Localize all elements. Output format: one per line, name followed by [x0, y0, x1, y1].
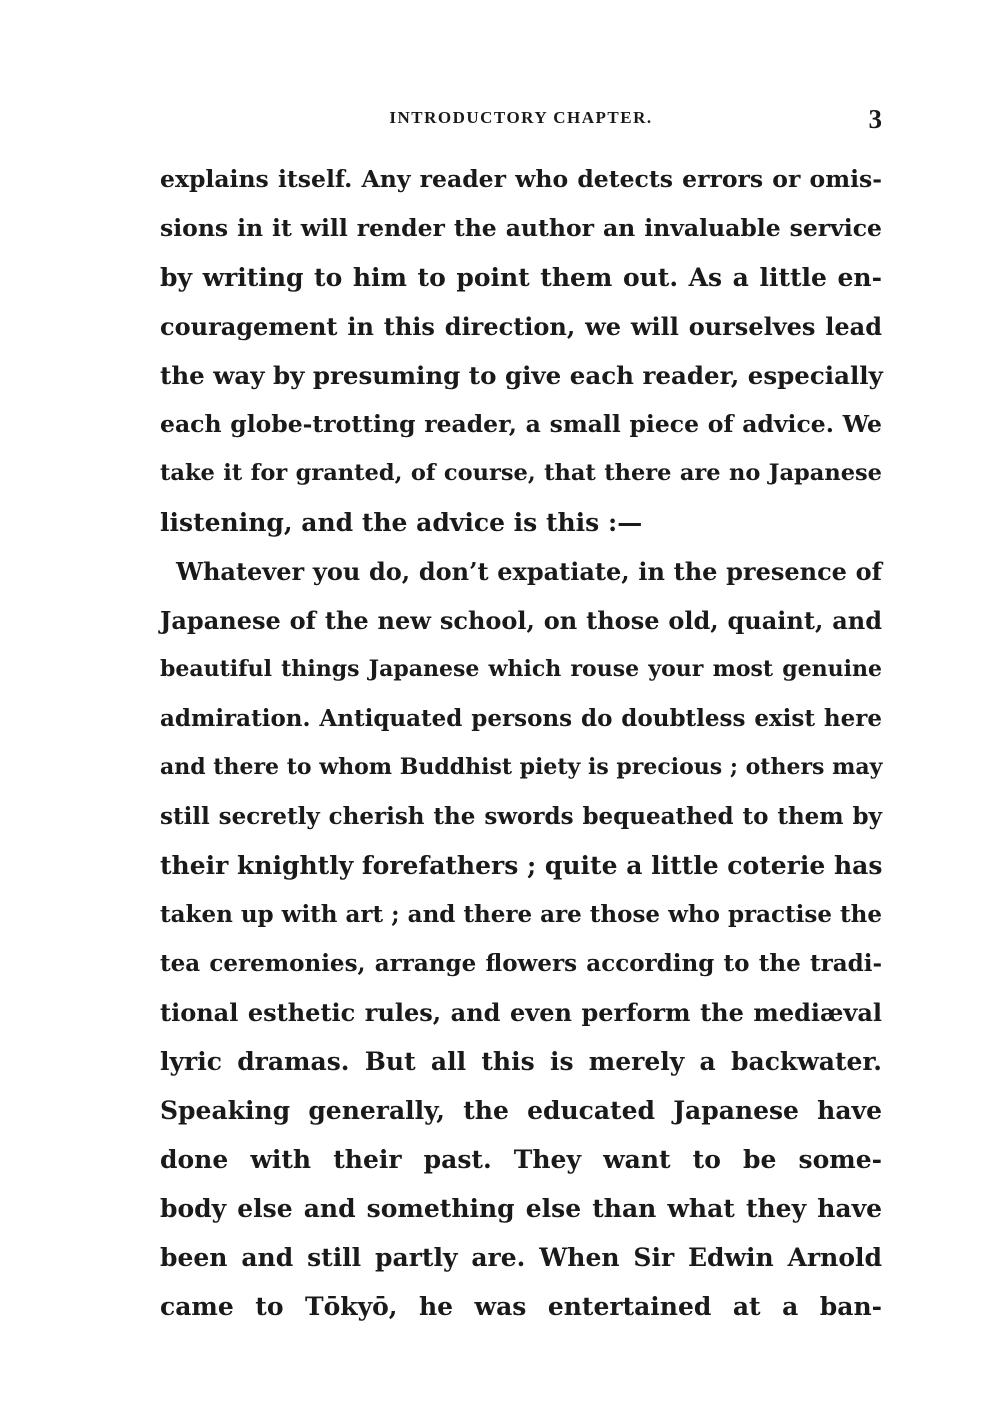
text-line: Whatever you do, don’t expatiate, in the presence of	[176, 557, 882, 586]
text-line: admiration. Antiquated persons do doubtless exist here	[160, 705, 882, 732]
text-line: tea ceremonies, arrange flowers according to the tradi-	[160, 950, 882, 977]
text-line: couragement in this direction, we will ourselves lead	[160, 312, 882, 341]
text-line: take it for granted, of course, that there are no Japanese	[160, 460, 882, 486]
paragraph-1	[160, 155, 882, 547]
running-head	[160, 104, 882, 138]
page-number: 3	[868, 104, 882, 134]
body-text	[160, 155, 882, 1331]
chapter-title: INTRODUCTORY CHAPTER.	[389, 108, 653, 127]
text-line: came to Tōkyō, he was entertained at a ban-	[160, 1292, 882, 1321]
text-line: sions in it will render the author an invaluable service	[160, 214, 882, 242]
text-line: by writing to him to point them out. As a little en-	[160, 263, 882, 292]
text-line: still secretly cherish the swords bequeathed to them by	[160, 803, 882, 830]
text-line: Japanese of the new school, on those old, quaint, and	[160, 606, 882, 635]
text-line: their knightly forefathers ; quite a little coterie has	[160, 851, 883, 880]
text-line: lyric dramas. But all this is merely a backwater.	[160, 1047, 882, 1076]
text-line: and there to whom Buddhist piety is precious ; others may	[160, 754, 883, 780]
text-line: body else and something else than what they have	[160, 1194, 882, 1223]
text-line: done with their past. They want to be some-	[160, 1145, 882, 1174]
text-line: beautiful things Japanese which rouse your most genuine	[160, 656, 882, 682]
text-line: explains itself. Any reader who detects errors or omis-	[160, 165, 882, 193]
paragraph-2	[160, 547, 882, 1331]
text-line: Speaking generally, the educated Japanese have	[160, 1096, 882, 1125]
text-line: tional esthetic rules, and even perform the mediæval	[160, 998, 882, 1027]
text-line: the way by presuming to give each reader, especially	[160, 361, 883, 390]
text-line: listening, and the advice is this :—	[160, 508, 643, 537]
text-line: been and still partly are. When Sir Edwin Arnold	[160, 1243, 882, 1272]
text-line: each globe-trotting reader, a small piece of advice. We	[160, 410, 882, 438]
text-line: taken up with art ; and there are those who practise the	[160, 901, 882, 928]
